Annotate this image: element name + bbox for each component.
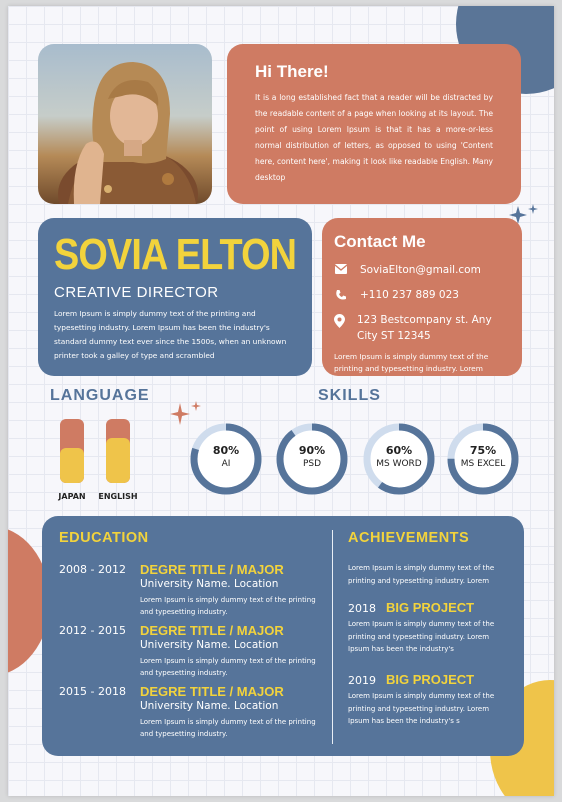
profile-name: SOVIA ELTON bbox=[54, 230, 297, 279]
education-university: University Name. Location bbox=[140, 700, 279, 712]
skill-percent: 80% bbox=[212, 444, 240, 457]
education-description: Lorem Ipsum is simply dummy text of the printing and typesetting industry. bbox=[140, 596, 316, 616]
skill-name: MS EXCEL bbox=[460, 459, 506, 469]
language-level-fill bbox=[106, 438, 130, 483]
achievement-title: BIG PROJECT bbox=[386, 672, 475, 687]
education-university: University Name. Location bbox=[140, 578, 279, 590]
achievement-year: 2019 bbox=[348, 674, 376, 687]
skill-ring bbox=[188, 421, 264, 497]
language-level-bar bbox=[106, 419, 130, 483]
contact-email-row bbox=[334, 262, 510, 278]
education-degree: DEGRE TITLE / MAJOR bbox=[140, 562, 284, 577]
contact-footer-text: Lorem Ipsum is simply dummy text of the printing and typesetting industry. Lorem bbox=[334, 352, 489, 373]
intro-text: It is a long established fact that a reader will be distracted by the readable content of a page when looking at its layout. The point of using Lorem Ipsum is that it has a more-or-less normal distribution of letters, as opposed to using 'Content here, content here', making it look like readable English. Many desktop bbox=[255, 93, 493, 182]
education-description: Lorem Ipsum is simply dummy text of the printing and typesetting industry. bbox=[140, 657, 316, 677]
intro-card bbox=[227, 44, 521, 204]
skill-name: AI bbox=[221, 459, 231, 469]
contact-address-row bbox=[334, 312, 510, 344]
profile-photo bbox=[38, 44, 212, 204]
education-degree: DEGRE TITLE / MAJOR bbox=[140, 623, 284, 638]
profile-card bbox=[38, 218, 312, 376]
mail-icon bbox=[334, 262, 348, 274]
phone-icon bbox=[334, 287, 348, 301]
language-label: ENGLISH bbox=[98, 492, 138, 501]
achievements-title: ACHIEVEMENTS bbox=[348, 530, 470, 546]
education-years: 2015 - 2018 bbox=[59, 685, 126, 698]
skill-percent: 90% bbox=[298, 444, 326, 457]
skill-percent: 60% bbox=[385, 444, 413, 457]
contact-email[interactable]: SoviaElton@gmail.com bbox=[360, 264, 481, 276]
achievement-description: Lorem Ipsum is simply dummy text of the printing and typesetting industry. Lorem Ipsum has been the industry's bbox=[348, 620, 495, 653]
education-title: EDUCATION bbox=[59, 530, 149, 546]
contact-phone[interactable]: +110 237 889 023 bbox=[360, 289, 459, 301]
column-divider bbox=[332, 530, 333, 744]
experience-card bbox=[42, 516, 524, 756]
contact-card bbox=[322, 218, 522, 376]
profile-role: CREATIVE DIRECTOR bbox=[54, 284, 219, 301]
intro-title: Hi There! bbox=[255, 62, 329, 81]
skills-heading: SKILLS bbox=[318, 387, 381, 404]
education-description: Lorem Ipsum is simply dummy text of the printing and typesetting industry. bbox=[140, 718, 316, 738]
achievements-intro: Lorem Ipsum is simply dummy text of the printing and typesetting industry. Lorem bbox=[348, 564, 495, 585]
contact-title: Contact Me bbox=[334, 232, 426, 251]
skill-name: PSD bbox=[302, 459, 322, 469]
skill-percent: 75% bbox=[469, 444, 497, 457]
language-level-bar bbox=[60, 419, 84, 483]
education-degree: DEGRE TITLE / MAJOR bbox=[140, 684, 284, 699]
education-years: 2008 - 2012 bbox=[59, 563, 126, 576]
profile-summary: Lorem Ipsum is simply dummy text of the printing and typesetting industry. Lorem Ipsum has been the industry's standard dummy text ever since the 1500s, when an unknown printer took a galley of type and scrambled bbox=[54, 309, 287, 360]
achievement-title: BIG PROJECT bbox=[386, 600, 475, 615]
achievement-year: 2018 bbox=[348, 602, 376, 615]
skill-ring bbox=[445, 421, 521, 497]
location-pin-icon bbox=[334, 312, 345, 328]
contact-address: 123 Bestcompany st. Any City ST 12345 bbox=[357, 314, 492, 342]
language-label: JAPAN bbox=[58, 492, 86, 501]
language-level-fill bbox=[60, 448, 84, 483]
contact-phone-row bbox=[334, 287, 510, 303]
skill-ring bbox=[274, 421, 350, 497]
language-heading: LANGUAGE bbox=[50, 387, 150, 404]
achievement-description: Lorem Ipsum is simply dummy text of the printing and typesetting industry. Lorem Ipsum has been the industry's s bbox=[348, 692, 495, 725]
resume-page bbox=[8, 6, 554, 796]
education-university: University Name. Location bbox=[140, 639, 279, 651]
skill-name: MS WORD bbox=[376, 459, 422, 469]
skill-ring bbox=[361, 421, 437, 497]
education-years: 2012 - 2015 bbox=[59, 624, 126, 637]
